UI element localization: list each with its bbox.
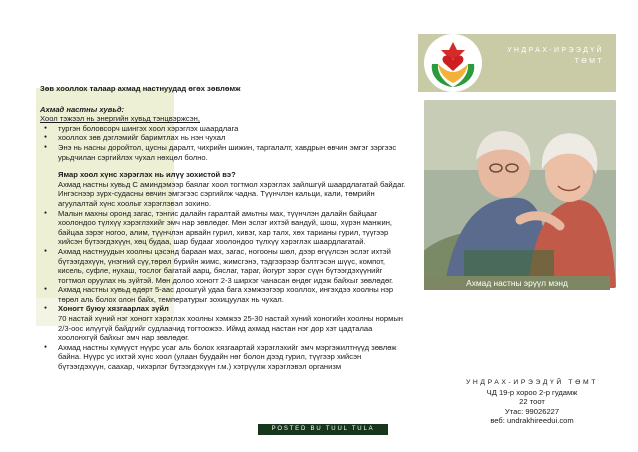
question-heading: Ямар хоол хүнс хэрэглэх нь илүү зохистой вэ? [58,170,236,180]
list-item: ● Энэ нь насны доройтол, цусны даралт, чихрийн шижин, таргалалт, хавдрын өвчин эмгэг зэргээс урьдчилан сэргийлэх чухал нөхцөл болно. [40,143,410,162]
list-item: ● Ахмад настны хувьд өдөрт 5-аас доошгүй удаа бага хэмжээгээр хооллох, ингэхдээ хоолны нэр төрөл аль болох олон байх, температурыг зохицуулах нь чухал. [40,285,410,304]
posted-by-banner: POSTED BU TUUL TULA [258,424,388,435]
article-intro: Хоол тэжээл нь энергийн хувьд тэнцвэржсэн, [40,114,200,124]
contact-org: УНДРАХ-ИРЭЭДҮЙ ТӨМТ [465,379,598,386]
contact-phone: Утас: 99026227 [504,406,560,416]
list-item-bold: ● Хоногт буюу хязгаарлах зүйл [40,304,410,314]
contact-website[interactable]: веб: undrakhireedui.com [490,416,574,426]
photo-caption: Ахмад настны эрүүл мэнд [424,276,610,290]
contact-address: ЧД 19-р хороо 2-р гудамж [486,387,578,397]
header-text [507,45,604,67]
org-type: ТӨМТ [574,58,604,65]
list-item: ● Ахмад настны хүмүүст нүүрс усаг аль болох хязгаартай хэрэглэхийг эмч мэргэжилтнүүд зөвлөж байна. Нүүрс ус ихтэй хүнс хоол (улаан буудайн нөг болон дээд гурил, түүгээр хийсэн бүтээгдэхүүн, саахар, чихэрлэг бүтээгдэхүүн г.м.) хэтрүүлж хэрэглэвэл организм [40,343,410,372]
paragraph: 70 настай хүний нэг хоногт хэрэглэх хоолны хэмжээ 25-30 настай хүний хоногийн хоолны нормын 2/3-оос илүүгүй байдгийг судлаачид тогтоожээ. Иймд ахмад настан нэг дор хэт цадталаа хоолонхгүй байхыг эмч нар зөвлөдөг. [58,314,403,343]
list-item: ● хооллох зөв дэглэмийг баримтлах нь нэн чухал [40,133,410,143]
org-logo [424,34,482,92]
elderly-couple-photo [424,100,616,288]
paragraph: Ахмад настны хувьд С аминдэмээр баялаг хоол тогтмол хэрэглэх зайлшгүй шаардлагатай байдаг. Ингэснээр зүрх-судасны өвчин эмгэгээс сэргийлж чадна. Түүнчлэн кальци, кали, төмрийн агуулалтай хүнс хоолыг хэрэглэвэл зохино. [58,179,406,208]
article-title: Зөв хооллох талаар ахмад настнуудад өгөх зөвлөмж [40,84,241,93]
contact-door: 22 тоот [519,397,545,407]
list-item: ● тургэн боловсорч шингэх хоол хэрэглэх шаардлага [40,124,410,134]
list-item: ● Ахмад настнуудын хоолны цэсэнд бараан мах, загас, ногооны шөл, дээр өгүүлсэн эслэг ихтэй бүтээгдэхүүн, үнэгний сүү,төрөл бүрийн жимс, жимсгэнэ, тэдгээрээр бэлтгэсэн шүүс, компот, кисель, суфле, нухаш, тослог багатай аарц, бяслаг, тараг, йогурт зэрэг сүүн бүтээгдэхүүнийг тогтмол оруулах нь зүйтэй. Мөн долоо хоногт 2-3 ширхэг чанасан өндөг идэж байхыг зөвлөдөг. [40,247,410,285]
article [40,84,410,372]
article-subtitle: Ахмад настны хувьд: [40,104,125,114]
contact-block [452,378,612,426]
org-name: УНДРАХ-ИРЭЭДҮЙ [507,47,604,54]
list-item: ● Малын махны оронд загас, тэнгис далайн гаралтай амьтны мах, түүнчлэн далайн байцааг хоолондоо түлхүү хэрэглэхийг эмч нар зөвлөдөг. Мөн эслэг ихтэй вандуй, шош, хүрэн манжин, байцаа зэрэг ногоо, алим, түүнчлэн арвайн гурил, хивэг, хар талх, хөх тарианы гурил, түүгээр хийсэн бүтээгдэхүүн, хөц будаа, шар будааг хоолондоо түлхүү хэрэглэх шаардлагатай. [40,209,410,247]
